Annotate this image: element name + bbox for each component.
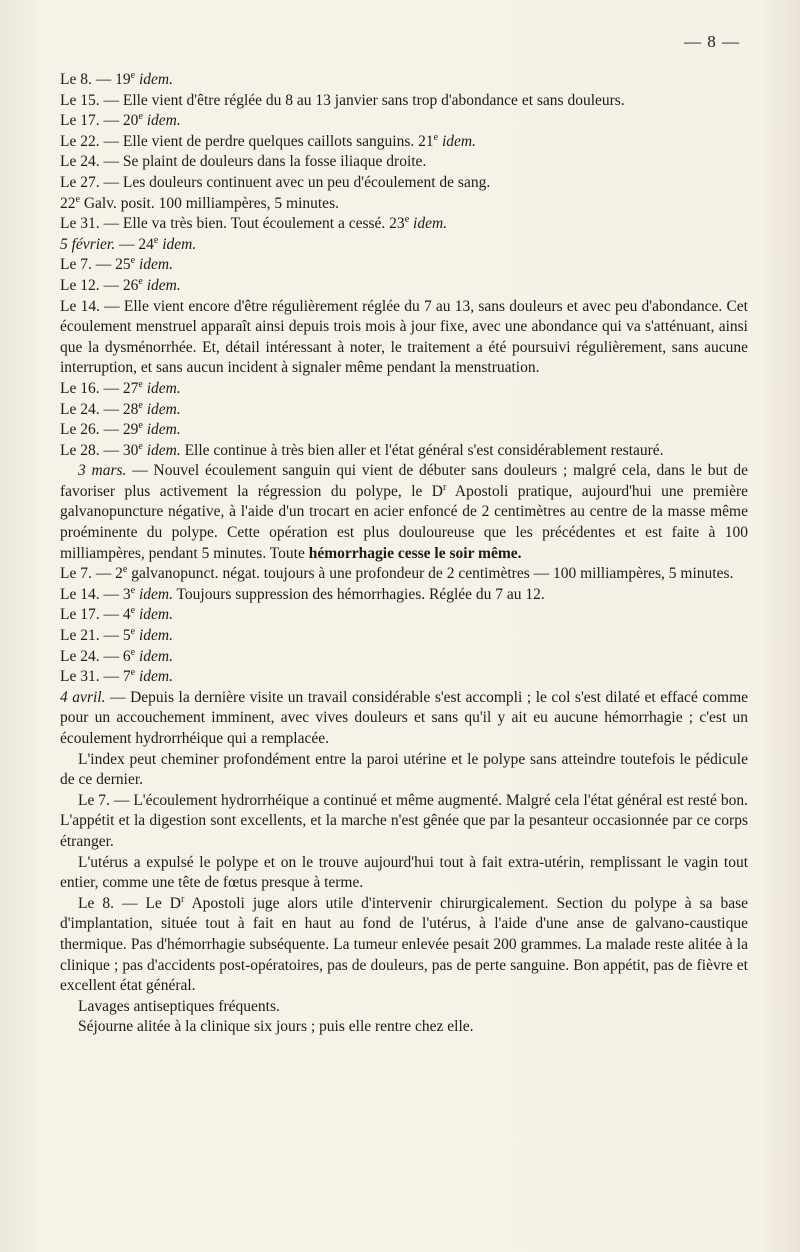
entry-line: Le 31. — 7e idem.: [60, 667, 173, 686]
entry-line: Le 15. — Elle vient d'être réglée du 8 au 13 janvier sans trop d'abondance et sans douleurs.: [60, 91, 625, 109]
entry-line: Le 21. — 5e idem.: [60, 625, 173, 645]
entry-line: Le 27. — Les douleurs continuent avec un peu d'écoulement de sang.: [60, 173, 491, 191]
entry-line: Le 17. — 4e idem.: [60, 605, 173, 624]
entry-line: Le 16. — 27e idem.: [60, 378, 181, 397]
paragraph: Le 7. — L'écoulement hydrorrhéique a continué et même augmenté. Malgré cela l'état général est resté bon. L'appétit et la digestion sont excellents, et la marche n'est gênée que par la pesanteur occasionnée par ce corps étranger.: [60, 791, 748, 850]
entry-line: 22e Galv. posit. 100 milliampères, 5 minutes.: [60, 193, 339, 212]
entry-line: Le 24. — 28e idem.: [60, 399, 181, 418]
paragraph: Le 7. — 2e galvanopunct. négat. toujours à une profondeur de 2 centimètres — 100 milliampères, 5 minutes.: [60, 564, 734, 583]
paragraph: Le 28. — 30e idem. Elle continue à très bien aller et l'état général s'est considérablement restauré.: [60, 440, 664, 459]
entry-line: Le 22. — Elle vient de perdre quelques caillots sanguins. 21e idem.: [60, 131, 476, 150]
paragraph: 4 avril. — Depuis la dernière visite un travail considérable s'est accompli ; le col s'est dilaté et effacé comme pour un accouchement imminent, avec vives douleurs et sans qu'il y ait eu aucune hémorrhagie ; c'est un écoulement hydrorrhéique qui a remplacée.: [60, 688, 749, 747]
paragraph: Le 14. — 3e idem. Toujours suppression des hémorrhagies. Réglée du 7 au 12.: [60, 584, 545, 603]
entry-line: Le 8. — 19e idem.: [60, 69, 173, 88]
paragraph: L'utérus a expulsé le polype et on le trouve aujourd'hui tout à fait extra-utérin, remplissant le vagin tout entier, comme une tête de fœtus presque à terme.: [60, 853, 748, 892]
entry-line: Le 7. — 25e idem.: [60, 255, 173, 274]
entry-line: Le 17. — 20e idem.: [60, 111, 181, 130]
entry-line: Le 26. — 29e idem.: [60, 419, 181, 439]
paragraph: Lavages antiseptiques fréquents.: [78, 997, 280, 1015]
entry-line: Le 24. — Se plaint de douleurs dans la fosse iliaque droite.: [60, 153, 427, 171]
entry-line: Le 31. — Elle va très bien. Tout écoulement a cessé. 23e idem.: [60, 214, 448, 233]
paragraph: L'index peut cheminer profondément entre la paroi utérine et le polype sans atteindre toutefois le pédicule de ce dernier.: [60, 750, 748, 789]
entry-line: 5 février. — 24e idem.: [60, 234, 197, 253]
body-text: [60, 70, 748, 1038]
paragraph: Séjourne alitée à la clinique six jours ; puis elle rentre chez elle.: [78, 1018, 474, 1036]
paragraph: Le 8. — Le $D^r$ Apostoli juge alors utile d'intervenir chirurgicalement. Section du polype à sa base d'implantation, située tout à fait en haut au fond de l'utérus, à l'aide d'une anse de galvano-caustique thermique. Pas d'hémorrhagie subséquente. La tumeur enlevée pesait 200 grammes. La malade reste alitée à la clinique ; pas d'accidents post-opératoires, pas de douleurs, pas de perte sanguine. Bon appétit, pas de fièvre et excellent état général.: [60, 893, 749, 995]
paragraph: 3 mars. — Nouvel écoulement sanguin qui vient de débuter sans douleurs ; malgré cela, dans le but de favoriser plus activement la régression du polype, le $D^r$ Apostoli pratique, aujourd'hui une première galvanopuncture négative, à l'aide d'un trocart en acier enfoncé de 2 centimètres au centre de la masse même proéminente du polype. Cette opération est plus douloureuse que les précédentes et est faite à 100 milliampères, pendant 5 minutes. Toute hémorrhagie cesse le soir même.: [60, 462, 748, 562]
page-number: — 8 —: [684, 32, 740, 51]
paragraph: Le 14. — Elle vient encore d'être régulièrement réglée du 7 au 13, sans douleurs et avec peu d'abondance. Cet écoulement menstruel apparaît ainsi depuis trois mois à jour fixe, avec une abondance qui va s'atténuant, ainsi que la dysménorrhée. Et, détail intéressant à noter, le traitement a été poursuivi régulièrement, sans aucune interruption, et sans aucun incident à signaler même pendant la menstruation.: [60, 297, 748, 377]
entry-line: Le 12. — 26e idem.: [60, 275, 181, 294]
entry-line: Le 24. — 6e idem.: [60, 646, 173, 665]
